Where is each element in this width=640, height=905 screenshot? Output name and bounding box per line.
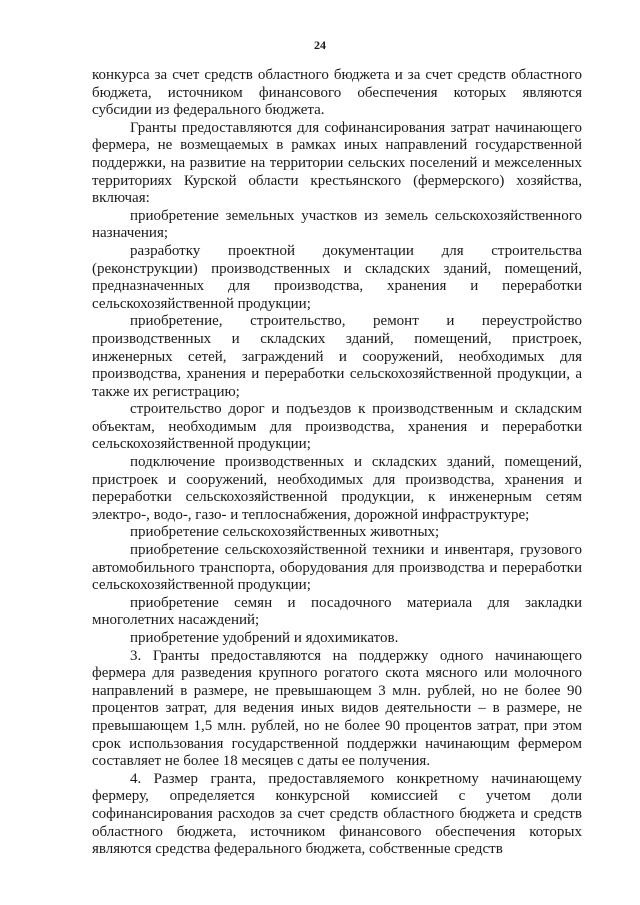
paragraph-grants-purpose: Гранты предоставляются для софинансирования затрат начинающего фермера, не возмещаемых в рамках иных направлений государственной поддержки, на развитие на территории сельских поселений и межселенных территориях Курской области крестьянского (фермерского) хозяйства, включая:: [92, 119, 582, 207]
list-item-design-docs: разработку проектной документации для строительства (реконструкции) производственных и складских зданий, помещений, предназначенных для производства, хранения и переработки сельскохозяйственной продукции;: [92, 242, 582, 312]
list-item-roads: строительство дорог и подъездов к производственным и складским объектам, необходимым для производства, хранения и переработки сельскохозяйственной продукции;: [92, 401, 582, 453]
list-item-animals: приобретение сельскохозяйственных животных;: [130, 524, 440, 541]
paragraph-section-3: 3. Гранты предоставляются на поддержку одного начинающего фермера для разведения крупного рогатого скота мясного или молочного направлений в размере, не превышающем 3 млн. рублей, но не более 90 процентов затрат, для ведения иных видов деятельности – в размере, не превышающем 1,5 млн. рублей, но не более 90 процентов затрат, при этом срок использования государственной поддержки начинающим фермером составляет не более 18 месяцев с даты ее получения.: [92, 647, 582, 770]
document-body: [92, 67, 582, 859]
list-item-utilities: подключение производственных и складских зданий, помещений, пристроек и сооружений, необходимых для производства, хранения и переработки сельскохозяйственной продукции, к инженерным сетям электро-, водо-, газо- и теплоснабжения, дорожной инфраструктуре;: [92, 454, 582, 523]
list-item-land: приобретение земельных участков из земель сельскохозяйственного назначения;: [92, 207, 582, 242]
list-item-machinery: приобретение сельскохозяйственной техники и инвентаря, грузового автомобильного транспорта, оборудования для производства и переработки сельскохозяйственной продукции;: [92, 542, 582, 594]
list-item-construction: приобретение, строительство, ремонт и переустройство производственных и складских зданий, помещений, пристроек, инженерных сетей, заграждений и сооружений, необходимых для производства, хранения и переработки сельскохозяйственной продукции, а также их регистрацию;: [92, 313, 582, 400]
paragraph-section-4: 4. Размер гранта, предоставляемого конкретному начинающему фермеру, определяется конкурсной комиссией с учетом доли софинансирования расходов за счет средств областного бюджета и средств областного бюджета, источником финансового обеспечения которых являются средства федерального бюджета, собственные средств: [92, 770, 582, 858]
page-number: 24: [314, 38, 326, 52]
paragraph-continuation: конкурса за счет средств областного бюджета и за счет средств областного бюджета, источником финансового обеспечения которых являются субсидии из федерального бюджета.: [92, 67, 582, 119]
list-item-fertilizers: приобретение удобрений и ядохимикатов.: [130, 630, 399, 646]
list-item-seeds: приобретение семян и посадочного материала для закладки многолетних насаждений;: [92, 594, 582, 629]
